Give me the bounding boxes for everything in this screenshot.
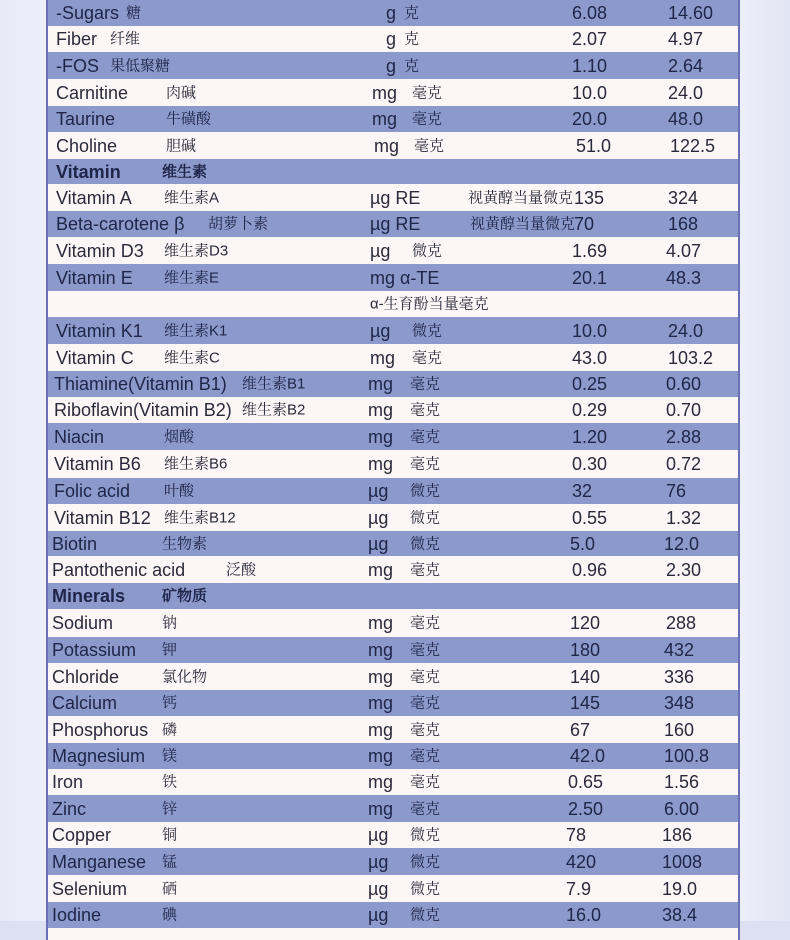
unit-zh: 毫克 <box>414 137 445 154</box>
nutrient-row <box>48 184 738 211</box>
value-per-serving: 2.64 <box>668 55 704 76</box>
value-per-serving: 122.5 <box>670 135 716 156</box>
unit-zh: 微克 <box>412 242 443 259</box>
unit-zh: 微克 <box>410 906 441 924</box>
nutrient-name-zh: 锌 <box>162 800 178 817</box>
nutrient-name: Biotin <box>52 533 98 554</box>
value-per-100ml: 20.0 <box>572 109 608 129</box>
unit: g <box>386 3 397 23</box>
value-per-100ml: 5.0 <box>570 533 596 554</box>
value-per-serving: 324 <box>668 187 699 208</box>
nutrient-name: Beta-carotene β <box>56 214 185 234</box>
nutrient-row <box>48 264 738 291</box>
value-per-serving: 1008 <box>662 851 703 872</box>
nutrient-name-zh: 矿物质 <box>162 587 208 605</box>
nutrient-name-zh: 维生素A <box>164 189 220 206</box>
nutrient-name-zh: 生物素 <box>162 535 208 552</box>
nutrient-row <box>48 291 738 317</box>
nutrient-row <box>48 0 738 26</box>
unit-zh: 毫克 <box>410 747 441 765</box>
nutrient-name: Iodine <box>52 905 102 925</box>
nutrient-name-zh: 胆碱 <box>166 137 197 154</box>
value-per-serving: 24.0 <box>668 82 704 103</box>
nutrient-row <box>48 450 738 478</box>
unit-zh: 毫克 <box>410 428 441 445</box>
unit-zh: 视黄醇当量微克 <box>470 215 576 233</box>
unit-zh: 毫克 <box>410 401 441 419</box>
value-per-serving: 288 <box>666 613 697 633</box>
value-per-100ml: 32 <box>572 481 593 501</box>
unit: mg <box>368 613 394 633</box>
nutrient-row <box>48 795 738 822</box>
value-per-serving: 0.70 <box>666 400 702 420</box>
nutrient-name: Vitamin B6 <box>54 454 141 474</box>
unit: mg <box>374 135 400 156</box>
unit: mg α-TE <box>370 267 440 288</box>
nutrient-name-zh: 钾 <box>162 641 178 659</box>
nutrient-name: -Sugars <box>56 3 120 23</box>
nutrient-name-zh: 碘 <box>162 906 178 924</box>
nutrient-row <box>48 211 738 237</box>
nutrient-name-zh: 纤维 <box>110 30 141 48</box>
value-per-serving: 0.60 <box>666 374 702 394</box>
unit: g <box>386 29 397 49</box>
value-per-100ml: 420 <box>566 851 597 872</box>
nutrient-row <box>48 609 738 637</box>
value-per-serving: 4.07 <box>666 240 702 261</box>
nutrient-name: Vitamin B12 <box>54 507 151 528</box>
unit-zh: 毫克 <box>412 349 443 366</box>
unit-zh: 克 <box>404 57 420 74</box>
nutrient-name-zh: 维生素B12 <box>164 509 236 526</box>
unit-zh: 毫克 <box>410 561 441 578</box>
nutrient-row <box>48 106 738 132</box>
unit: µg <box>368 878 389 899</box>
nutrient-name: Riboflavin(Vitamin B2) <box>54 400 232 420</box>
value-per-serving: 160 <box>664 719 695 740</box>
value-per-serving: 76 <box>666 481 687 501</box>
unit-zh: 微克 <box>410 880 441 897</box>
value-per-100ml: 0.25 <box>572 374 608 394</box>
section-header-row <box>48 159 738 184</box>
value-per-100ml: 0.65 <box>568 772 604 792</box>
nutrient-row <box>48 556 738 583</box>
nutrient-name: Vitamin <box>56 161 121 182</box>
unit-zh: 毫克 <box>410 694 441 712</box>
value-per-serving: 2.88 <box>666 426 702 447</box>
unit: mg <box>368 454 394 474</box>
unit: mg <box>368 693 394 713</box>
unit-zh: 毫克 <box>410 455 441 473</box>
nutrient-row <box>48 822 738 848</box>
nutrient-row <box>48 317 738 344</box>
nutrient-name: Chloride <box>52 666 120 687</box>
nutrient-name: Manganese <box>52 851 147 872</box>
value-per-serving: 0.72 <box>666 454 702 474</box>
unit-zh: 克 <box>404 4 420 22</box>
nutrient-name: Taurine <box>56 109 116 129</box>
nutrient-row <box>48 716 738 743</box>
unit: mg <box>368 746 394 766</box>
unit: µg <box>370 320 391 341</box>
nutrient-name: Thiamine(Vitamin B1) <box>54 374 227 394</box>
nutrient-name: Sodium <box>52 613 114 633</box>
value-per-100ml: 120 <box>570 613 601 633</box>
unit: µg <box>368 533 389 554</box>
value-per-100ml: 2.50 <box>568 798 604 819</box>
unit: mg <box>368 666 394 687</box>
nutrient-row <box>48 132 738 159</box>
nutrient-name: Minerals <box>52 586 126 606</box>
nutrient-name: Choline <box>56 135 118 156</box>
value-per-serving: 336 <box>664 666 695 687</box>
nutrient-name: Calcium <box>52 693 118 713</box>
value-per-100ml: 70 <box>574 214 595 234</box>
nutrient-name-zh: 维生素C <box>164 349 220 366</box>
nutrient-name-zh: 糖 <box>126 4 142 22</box>
value-per-serving: 432 <box>664 640 695 660</box>
unit: mg <box>368 374 394 394</box>
value-per-serving: 19.0 <box>662 878 698 899</box>
nutrient-name: -FOS <box>56 55 99 76</box>
unit: mg <box>368 772 394 792</box>
unit: µg <box>368 825 389 845</box>
value-per-serving: 1.56 <box>664 772 700 792</box>
unit: mg <box>368 559 394 580</box>
nutrient-name-zh: 铜 <box>162 826 178 844</box>
unit-zh: 毫克 <box>412 110 443 128</box>
value-per-100ml: 135 <box>574 187 605 208</box>
nutrient-name: Vitamin C <box>56 347 134 368</box>
nutrient-name: Magnesium <box>52 746 146 766</box>
nutrient-row <box>48 875 738 902</box>
value-per-100ml: 0.30 <box>572 454 608 474</box>
unit-zh: 微克 <box>412 322 443 339</box>
nutrient-name-zh: 维生素K1 <box>164 322 228 339</box>
nutrient-name-zh: 钠 <box>162 614 178 632</box>
nutrient-name-zh: 维生素B6 <box>164 455 228 473</box>
section-header-row <box>48 583 738 609</box>
nutrient-row <box>48 769 738 795</box>
value-per-serving: 348 <box>664 693 695 713</box>
unit: mg <box>370 347 396 368</box>
unit: mg <box>368 426 394 447</box>
nutrient-row <box>48 423 738 450</box>
unit-zh: 毫克 <box>410 375 441 393</box>
nutrient-name-zh: 钙 <box>162 694 178 712</box>
nutrient-row <box>48 743 738 769</box>
nutrient-name: Vitamin A <box>56 187 132 208</box>
value-per-100ml: 67 <box>570 719 591 740</box>
value-per-serving: 2.30 <box>666 559 702 580</box>
value-per-serving: 48.0 <box>668 109 704 129</box>
value-per-serving: 4.97 <box>668 29 704 49</box>
unit-zh: 微克 <box>410 535 441 552</box>
nutrient-name-zh: 胡萝卜素 <box>208 215 269 233</box>
nutrient-row <box>48 397 738 423</box>
value-per-100ml: 0.96 <box>572 559 608 580</box>
nutrient-row <box>48 344 738 371</box>
unit: mg <box>368 400 394 420</box>
unit: mg <box>368 719 394 740</box>
value-per-100ml: 1.10 <box>572 55 608 76</box>
nutrient-name-zh: 维生素B2 <box>242 401 306 419</box>
value-per-100ml: 2.07 <box>572 29 608 49</box>
nutrient-name-zh: 维生素 <box>162 163 208 180</box>
nutrient-name: Vitamin E <box>56 267 133 288</box>
nutrient-name-zh: 维生素E <box>164 269 220 286</box>
value-per-serving: 48.3 <box>666 267 702 288</box>
value-per-serving: 6.00 <box>664 798 700 819</box>
unit: µg <box>368 905 389 925</box>
unit-zh: 微克 <box>410 509 441 526</box>
unit: µg <box>368 481 389 501</box>
value-per-100ml: 0.55 <box>572 507 608 528</box>
nutrient-name-zh: 牛磺酸 <box>166 110 212 128</box>
value-per-serving: 100.8 <box>664 746 710 766</box>
nutrient-name: Carnitine <box>56 82 129 103</box>
nutrient-name-zh: 果低聚糖 <box>110 57 171 74</box>
nutrient-row <box>48 237 738 264</box>
nutrient-row <box>48 902 738 928</box>
value-per-serving: 24.0 <box>668 320 704 341</box>
unit-zh: 微克 <box>410 826 441 844</box>
value-per-100ml: 6.08 <box>572 3 608 23</box>
value-per-serving: 12.0 <box>664 533 700 554</box>
nutrient-name-zh: 泛酸 <box>226 561 257 578</box>
value-per-100ml: 10.0 <box>572 82 608 103</box>
nutrient-name: Potassium <box>52 640 137 660</box>
nutrient-row <box>48 531 738 556</box>
value-per-serving: 1.32 <box>666 507 702 528</box>
unit-zh: 克 <box>404 30 420 48</box>
nutrient-name: Vitamin K1 <box>56 320 143 341</box>
unit: µg <box>368 507 389 528</box>
nutrient-name-zh: 肉碱 <box>166 84 197 101</box>
unit-zh: 毫克 <box>410 721 441 738</box>
unit-zh: 微克 <box>410 853 441 870</box>
value-per-100ml: 140 <box>570 666 601 687</box>
value-per-serving: 168 <box>668 214 699 234</box>
unit-zh: 毫克 <box>410 800 441 817</box>
nutrient-row <box>48 52 738 79</box>
nutrient-name: Copper <box>52 825 112 845</box>
value-per-100ml: 78 <box>566 825 587 845</box>
nutrient-name: Zinc <box>52 798 87 819</box>
unit-zh: 毫克 <box>412 84 443 101</box>
unit-zh: 毫克 <box>410 668 441 685</box>
value-per-100ml: 42.0 <box>570 746 606 766</box>
nutrient-name: Folic acid <box>54 481 131 501</box>
value-per-serving: 14.60 <box>668 3 714 23</box>
nutrient-name-zh: 叶酸 <box>164 482 195 500</box>
unit-zh: 毫克 <box>410 641 441 659</box>
nutrient-name-zh: 硒 <box>162 880 178 897</box>
unit-zh: 毫克 <box>410 614 441 632</box>
nutrient-row <box>48 79 738 106</box>
nutrient-name-zh: 维生素B1 <box>242 375 306 393</box>
nutrient-name-zh: 锰 <box>162 853 178 870</box>
value-per-100ml: 145 <box>570 693 601 713</box>
value-per-100ml: 0.29 <box>572 400 608 420</box>
unit: mg <box>368 640 394 660</box>
nutrient-name-zh: 烟酸 <box>164 428 195 445</box>
nutrient-row <box>48 478 738 504</box>
value-per-100ml: 16.0 <box>566 905 602 925</box>
nutrient-row <box>48 690 738 716</box>
unit-zh: 微克 <box>410 482 441 500</box>
value-per-serving: 186 <box>662 825 693 845</box>
value-per-100ml: 51.0 <box>576 135 612 156</box>
value-per-100ml: 1.20 <box>572 426 608 447</box>
nutrient-name: Niacin <box>54 426 105 447</box>
unit: α-生育酚当量毫克 <box>370 295 489 313</box>
value-per-serving: 38.4 <box>662 905 698 925</box>
nutrient-name-zh: 氯化物 <box>162 668 208 685</box>
value-per-100ml: 43.0 <box>572 347 608 368</box>
nutrient-row <box>48 637 738 663</box>
unit: µg RE <box>370 214 421 234</box>
value-per-serving: 103.2 <box>668 347 714 368</box>
nutrient-name: Iron <box>52 772 84 792</box>
value-per-100ml: 20.1 <box>572 267 608 288</box>
nutrient-row <box>48 848 738 875</box>
nutrient-row <box>48 371 738 397</box>
value-per-100ml: 10.0 <box>572 320 608 341</box>
nutrient-name: Pantothenic acid <box>52 559 186 580</box>
nutrient-name-zh: 铁 <box>162 773 178 791</box>
nutrient-name: Fiber <box>56 29 98 49</box>
unit: µg <box>370 240 391 261</box>
unit: mg <box>368 798 394 819</box>
unit: µg RE <box>370 187 421 208</box>
unit: mg <box>372 109 398 129</box>
value-per-100ml: 7.9 <box>566 878 592 899</box>
unit-zh: 毫克 <box>410 773 441 791</box>
nutrient-name: Phosphorus <box>52 719 149 740</box>
nutrition-table <box>46 0 740 940</box>
nutrient-name-zh: 维生素D3 <box>164 242 229 259</box>
value-per-100ml: 1.69 <box>572 240 608 261</box>
nutrient-row <box>48 663 738 690</box>
nutrient-name: Selenium <box>52 878 128 899</box>
nutrient-name-zh: 镁 <box>162 747 178 765</box>
unit: g <box>386 55 397 76</box>
unit: mg <box>372 82 398 103</box>
unit: µg <box>368 851 389 872</box>
nutrient-row <box>48 504 738 531</box>
nutrient-row <box>48 26 738 52</box>
unit-zh: 视黄醇当量微克 <box>468 189 574 206</box>
value-per-100ml: 180 <box>570 640 601 660</box>
nutrient-name-zh: 磷 <box>162 721 178 738</box>
nutrient-name: Vitamin D3 <box>56 240 144 261</box>
